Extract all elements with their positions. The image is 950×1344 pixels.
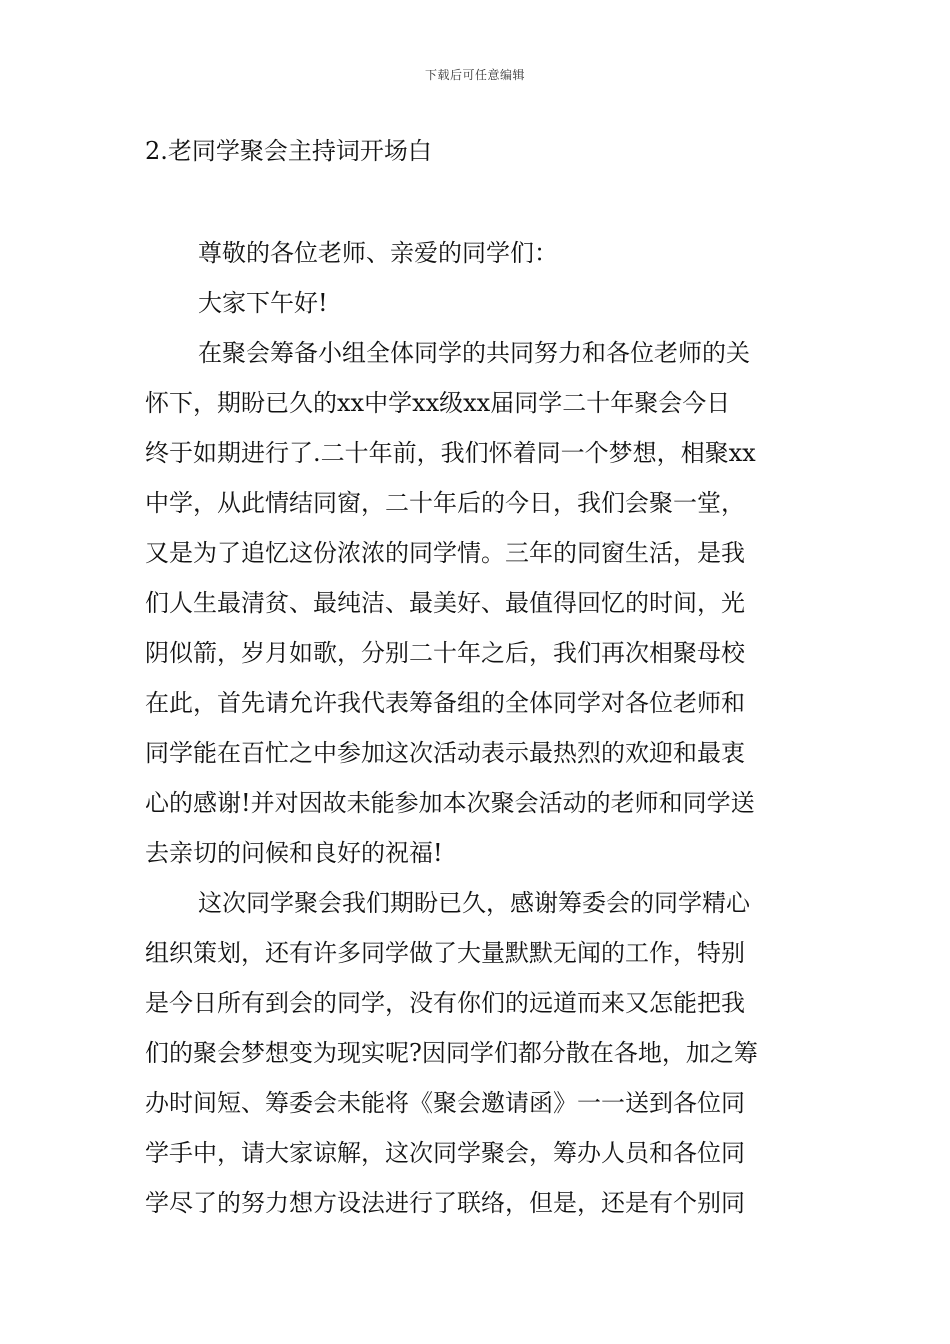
paragraph-line: 同学能在百忙之中参加这次活动表示最热烈的欢迎和最衷 <box>145 739 745 767</box>
paragraph-line: 在聚会筹备小组全体同学的共同努力和各位老师的关 <box>198 339 750 367</box>
paragraph-line: 学尽了的努力想方设法进行了联络，但是，还是有个别同 <box>145 1189 745 1217</box>
paragraph-line: 中学，从此情结同窗，二十年后的今日，我们会聚一堂， <box>145 489 745 517</box>
paragraph-line: 阴似箭，岁月如歌，分别二十年之后，我们再次相聚母校 <box>145 639 745 667</box>
salutation-line: 尊敬的各位老师、亲爱的同学们： <box>198 239 558 267</box>
paragraph-line: 在此，首先请允许我代表筹备组的全体同学对各位老师和 <box>145 689 745 717</box>
paragraph-line: 终于如期进行了.二十年前，我们怀着同一个梦想，相聚xx <box>145 439 756 467</box>
document-body <box>145 228 810 1228</box>
paragraph-line: 们人生最清贫、最纯洁、最美好、最值得回忆的时间，光 <box>145 589 745 617</box>
paragraph-line: 去亲切的问候和良好的祝福! <box>145 839 443 867</box>
paragraph-line: 怀下，期盼已久的xx中学xx级xx届同学二十年聚会今日 <box>145 389 731 417</box>
paragraph-line: 又是为了追忆这份浓浓的同学情。三年的同窗生活，是我 <box>145 539 745 567</box>
paragraph-line: 们的聚会梦想变为现实呢?因同学们都分散在各地，加之筹 <box>145 1039 758 1067</box>
paragraph-line: 组织策划，还有许多同学做了大量默默无闻的工作，特别 <box>145 939 745 967</box>
greeting-line: 大家下午好! <box>198 289 328 317</box>
paragraph-line: 是今日所有到会的同学，没有你们的远道而来又怎能把我 <box>145 989 745 1017</box>
paragraph-line: 办时间短、筹委会未能将《聚会邀请函》一一送到各位同 <box>145 1089 745 1117</box>
header-note: 下载后可任意编辑 <box>424 68 525 82</box>
paragraph-line: 学手中，请大家谅解，这次同学聚会，筹办人员和各位同 <box>145 1139 745 1167</box>
paragraph-line: 这次同学聚会我们期盼已久，感谢筹委会的同学精心 <box>198 889 750 917</box>
document-title: 2.老同学聚会主持词开场白 <box>145 137 432 165</box>
paragraph-line: 心的感谢!并对因故未能参加本次聚会活动的老师和同学送 <box>145 789 755 817</box>
